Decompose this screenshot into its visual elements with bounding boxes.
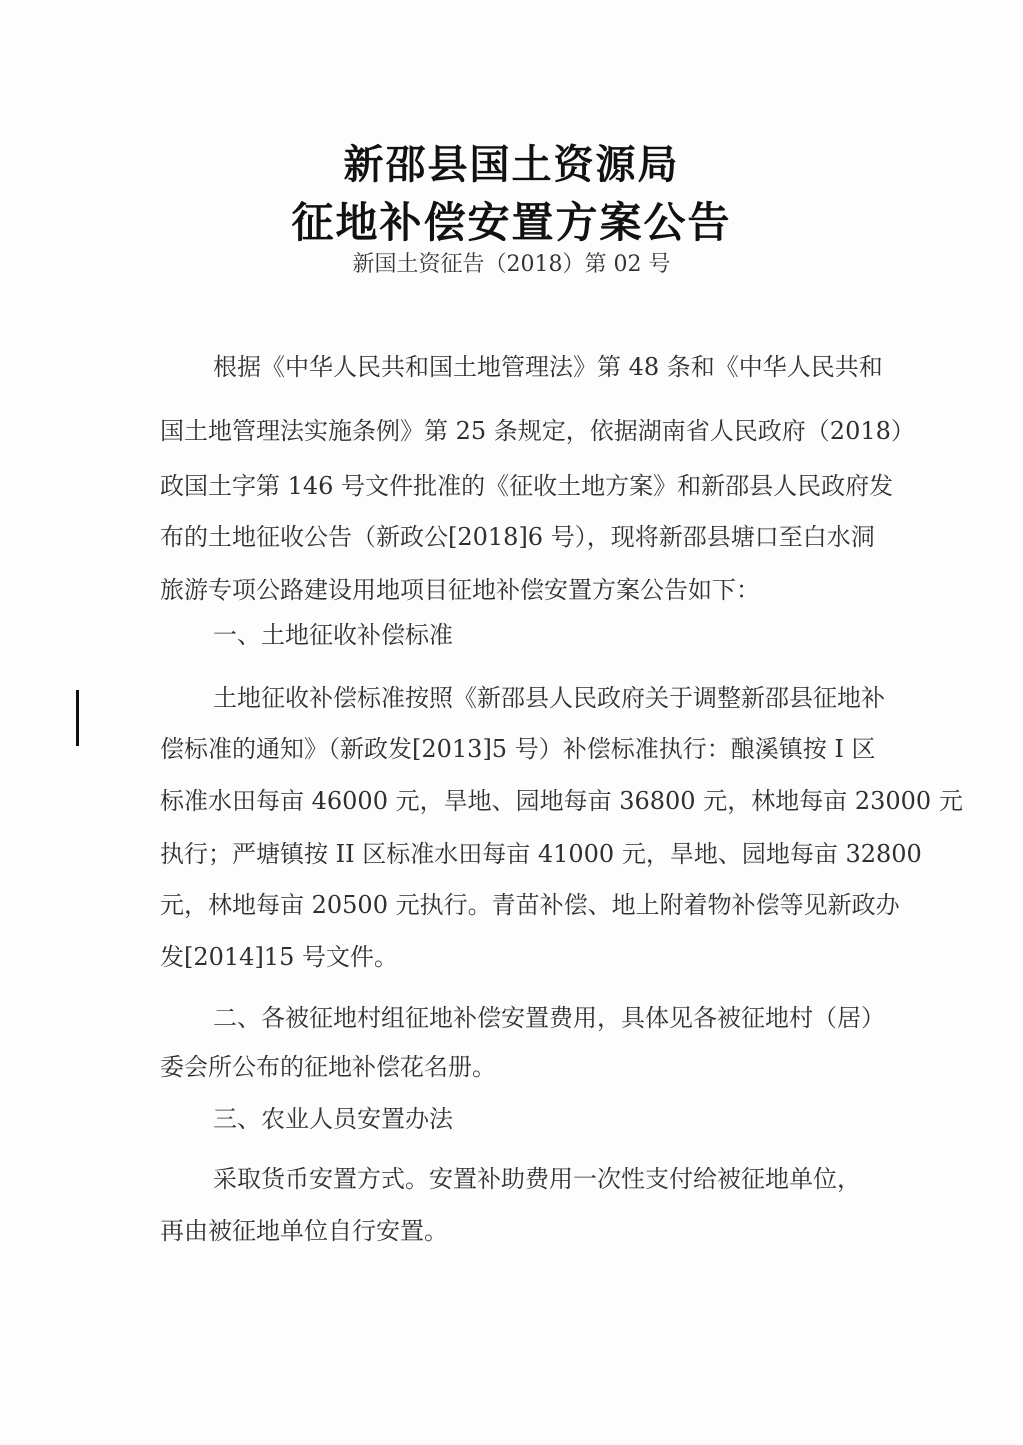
body-line: 偿标准的通知》（新政发[2013]5 号）补偿标准执行：酿溪镇按 I 区 — [160, 735, 876, 763]
section-heading-1: 一、土地征收补偿标准 — [213, 621, 453, 649]
body-line: 采取货币安置方式。安置补助费用一次性支付给被征地单位， — [213, 1165, 861, 1193]
body-line: 元，林地每亩 20500 元执行。青苗补偿、地上附着物补偿等见新政办 — [160, 891, 900, 919]
body-line: 土地征收补偿标准按照《新邵县人民政府关于调整新邵县征地补 — [213, 684, 885, 712]
body-line: 发[2014]15 号文件。 — [160, 943, 398, 971]
section-heading-3: 三、农业人员安置办法 — [213, 1105, 453, 1133]
body-line: 布的土地征收公告（新政公[2018]6 号），现将新邵县塘口至白水洞 — [160, 523, 875, 551]
title-line-1: 新邵县国土资源局 — [343, 141, 680, 188]
body-line: 根据《中华人民共和国土地管理法》第 48 条和《中华人民共和 — [213, 353, 883, 381]
margin-mark — [76, 690, 79, 746]
body-line: 标准水田每亩 46000 元，旱地、园地每亩 36800 元，林地每亩 23000 元 — [160, 787, 963, 815]
title-line-2: 征地补偿安置方案公告 — [291, 198, 732, 247]
body-line: 执行；严塘镇按 II 区标准水田每亩 41000 元，旱地、园地每亩 32800 — [160, 840, 922, 868]
body-line: 旅游专项公路建设用地项目征地补偿安置方案公告如下： — [160, 576, 760, 604]
document-number: 新国土资征告（2018）第 02 号 — [352, 252, 671, 277]
section-heading-2: 二、各被征地村组征地补偿安置费用，具体见各被征地村（居） — [213, 1004, 885, 1032]
body-line: 委会所公布的征地补偿花名册。 — [160, 1053, 496, 1081]
body-line: 再由被征地单位自行安置。 — [160, 1217, 448, 1245]
body-line: 国土地管理法实施条例》第 25 条规定，依据湖南省人民政府（2018） — [160, 417, 915, 445]
body-line: 政国土字第 146 号文件批准的《征收土地方案》和新邵县人民政府发 — [160, 472, 894, 500]
